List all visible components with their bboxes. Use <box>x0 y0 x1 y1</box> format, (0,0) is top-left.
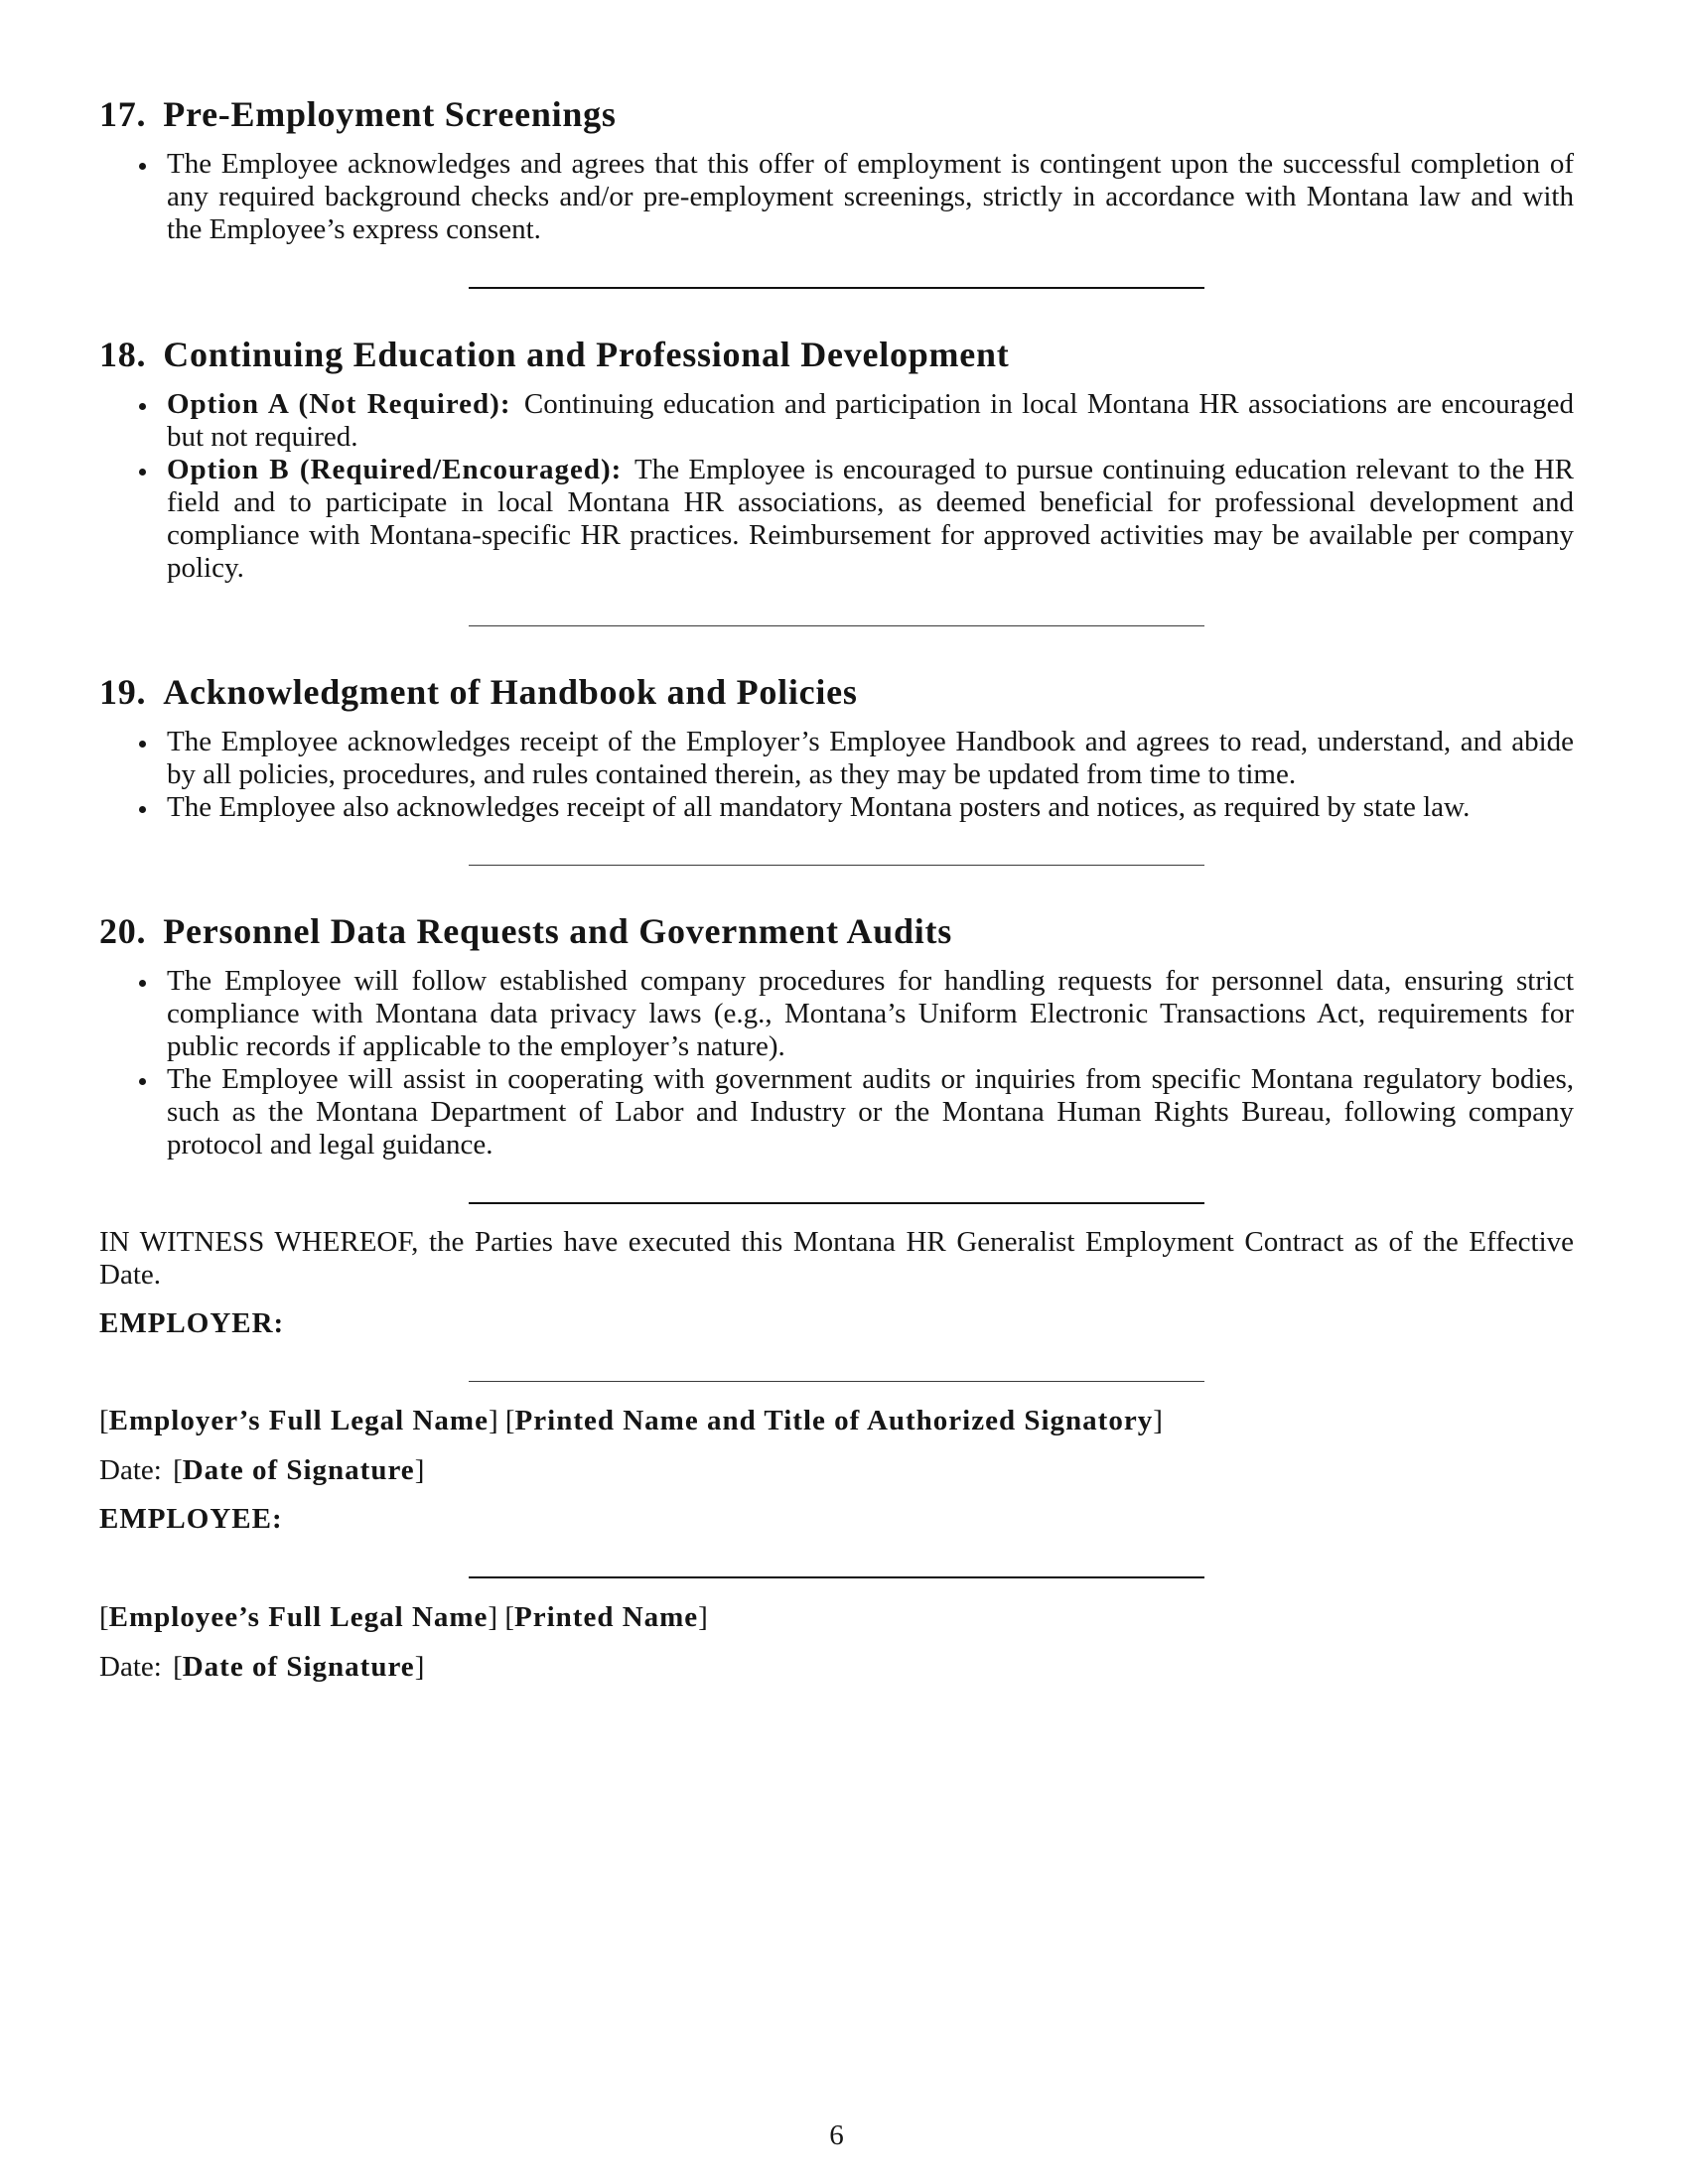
bullet-marker <box>139 163 146 170</box>
bracket-open: [ <box>173 1651 183 1683</box>
date-label: Date: <box>99 1651 162 1683</box>
bullet-list <box>99 965 1574 1161</box>
bullet-list <box>99 726 1574 824</box>
employer-heading: EMPLOYER: <box>99 1307 285 1339</box>
employer-date-line <box>99 1454 1574 1487</box>
option-label: Option B (Required/Encouraged): <box>167 454 623 485</box>
bullet-text: Continuing education and participation in local Montana HR associations are encouraged but not required. <box>167 388 1575 453</box>
list-item <box>167 454 1574 585</box>
bullet-marker <box>139 403 146 410</box>
bullet-marker <box>139 980 146 987</box>
bracket-open: [ <box>99 1405 109 1436</box>
bullet-text: The Employee will follow established company procedures for handling requests for personnel data, ensuring strict compliance with Montana data privacy laws (e.g., Montana’s Uniform Electronic Transactions Act, requirements for public records if applicable to the employer’s nature). <box>167 965 1574 1062</box>
section-title: Acknowledgment of Handbook and Policies <box>163 672 858 712</box>
bracket-close: ] <box>1153 1405 1163 1436</box>
bracket-open: [ <box>504 1601 515 1633</box>
section-19 <box>99 671 1574 824</box>
list-item <box>167 965 1574 1063</box>
section-heading <box>99 334 1574 375</box>
bullet-text: The Employee acknowledges receipt of the Employer’s Employee Handbook and agrees to read, understand, and abide by all policies, procedures, and rules contained therein, as they may be updated from time to time. <box>167 726 1574 790</box>
employer-signature-line <box>469 1381 1204 1382</box>
section-18 <box>99 334 1574 585</box>
date-label: Date: <box>99 1454 162 1486</box>
bracket-open: [ <box>173 1454 183 1486</box>
employee-signature-line <box>469 1576 1204 1578</box>
section-divider <box>469 625 1204 626</box>
option-label: Option A (Not Required): <box>167 388 511 420</box>
section-divider <box>469 287 1204 289</box>
section-number: 17. <box>99 94 147 134</box>
employer-printed-name-placeholder: Printed Name and Title of Authorized Signatory <box>514 1405 1154 1436</box>
section-title: Continuing Education and Professional Development <box>163 335 1010 374</box>
bracket-close: ] <box>698 1601 708 1633</box>
bullet-list <box>99 388 1574 585</box>
bracket-open: [ <box>99 1601 109 1633</box>
employer-name-line <box>99 1405 1574 1437</box>
bullet-text: The Employee will assist in cooperating with government audits or inquiries from specific Montana regulatory bodies, such as the Montana Department of Labor and Industry or the Montana Human Rights Bureau, following company protocol and legal guidance. <box>167 1063 1574 1160</box>
employer-legal-name-placeholder: Employer’s Full Legal Name <box>108 1405 489 1436</box>
bullet-list <box>99 148 1574 246</box>
bullet-marker <box>139 1078 146 1085</box>
section-heading <box>99 910 1574 952</box>
section-title: Pre-Employment Screenings <box>163 94 617 134</box>
bullet-text: The Employee also acknowledges receipt of all mandatory Montana posters and notices, as required by state law. <box>167 791 1471 823</box>
section-number: 18. <box>99 335 147 374</box>
bullet-marker <box>139 806 146 813</box>
employee-date-line <box>99 1651 1574 1684</box>
list-item <box>167 388 1574 454</box>
bullet-marker <box>139 469 146 476</box>
bracket-close: ] <box>488 1405 498 1436</box>
employee-heading: EMPLOYEE: <box>99 1503 283 1535</box>
document-page <box>99 93 1574 1684</box>
section-number: 20. <box>99 911 147 951</box>
section-divider <box>469 1202 1204 1204</box>
section-title: Personnel Data Requests and Government Audits <box>163 911 953 951</box>
employer-date-placeholder: Date of Signature <box>182 1454 415 1486</box>
list-item <box>167 791 1574 824</box>
bracket-open: [ <box>504 1405 515 1436</box>
bullet-text: The Employee acknowledges and agrees that this offer of employment is contingent upon the successful completion of any required background checks and/or pre-employment screenings, strictly in accordance with Montana law and with the Employee’s express consent. <box>167 148 1574 245</box>
section-heading <box>99 671 1574 713</box>
page-number: 6 <box>829 2119 844 2151</box>
section-number: 19. <box>99 672 147 712</box>
section-heading <box>99 93 1574 135</box>
employee-printed-name-placeholder: Printed Name <box>514 1601 699 1633</box>
list-item <box>167 1063 1574 1161</box>
bullet-marker <box>139 741 146 748</box>
employee-name-line <box>99 1601 1574 1634</box>
bracket-close: ] <box>414 1651 425 1683</box>
section-17 <box>99 93 1574 246</box>
list-item <box>167 726 1574 791</box>
list-item <box>167 148 1574 246</box>
bullet-text: The Employee is encouraged to pursue continuing education relevant to the HR field and to participate in local Montana HR associations, as deemed beneficial for professional development and compliance with Montana-specific HR practices. Reimbursement for approved activities may be available per company policy. <box>167 454 1575 584</box>
bracket-close: ] <box>414 1454 425 1486</box>
section-divider <box>469 865 1204 866</box>
employee-legal-name-placeholder: Employee’s Full Legal Name <box>108 1601 489 1633</box>
bracket-close: ] <box>488 1601 498 1633</box>
section-20 <box>99 910 1574 1161</box>
employee-date-placeholder: Date of Signature <box>182 1651 415 1683</box>
witness-statement: IN WITNESS WHEREOF, the Parties have executed this Montana HR Generalist Employment Contract as of the Effective Date. <box>99 1226 1574 1291</box>
